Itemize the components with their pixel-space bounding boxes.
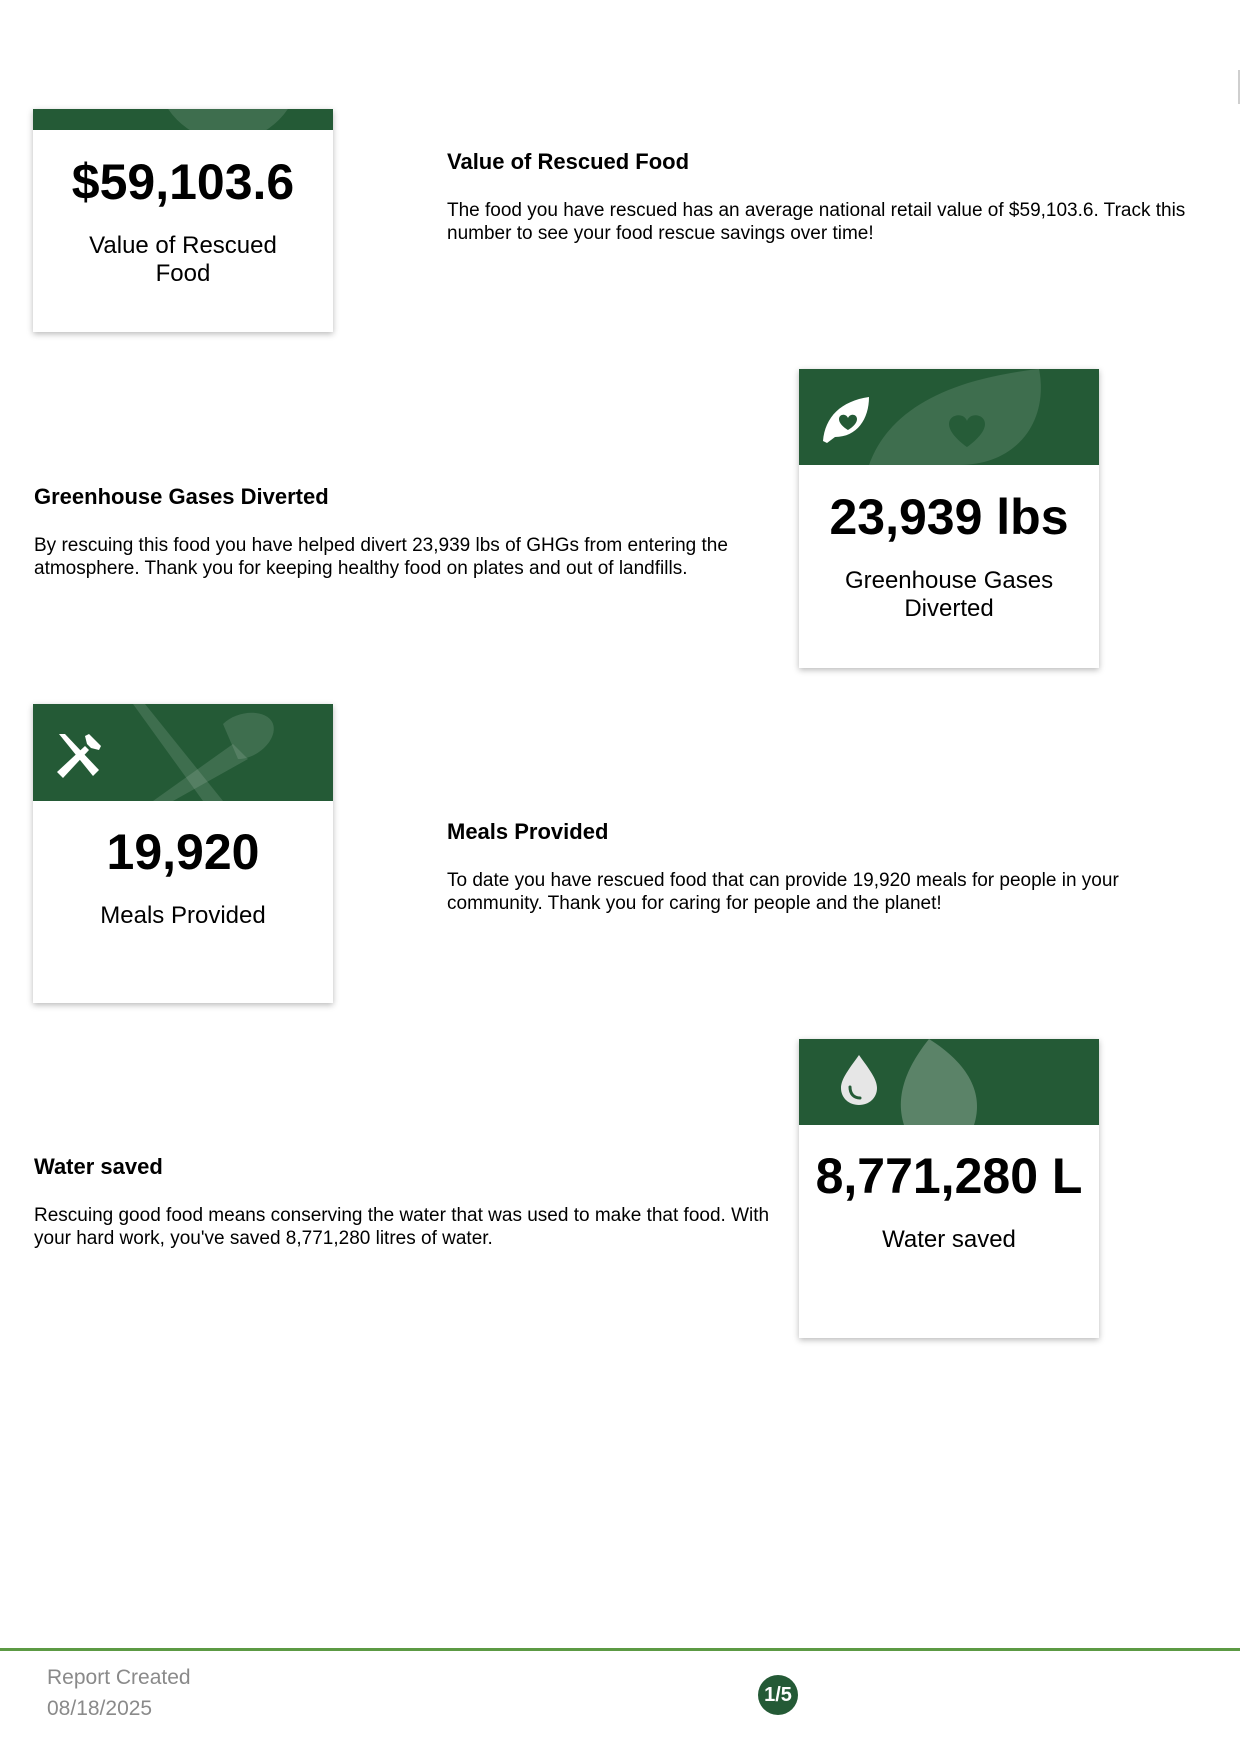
metric-info-value bbox=[447, 149, 1192, 246]
metric-description: To date you have rescued food that can provide 19,920 meals for people in your community. Thank you for caring for people and the planet! bbox=[447, 870, 1119, 914]
metric-label: Value of Rescued Food bbox=[89, 232, 277, 287]
metric-title: Water saved bbox=[34, 1154, 163, 1179]
utensils-icon bbox=[33, 704, 333, 801]
card-banner bbox=[799, 369, 1099, 465]
leaf-heart-icon bbox=[799, 369, 1099, 465]
metric-info-meals bbox=[447, 819, 1192, 916]
metric-label: Greenhouse Gases Diverted bbox=[844, 567, 1054, 622]
metric-description: By rescuing this food you have helped divert 23,939 lbs of GHGs from entering the atmosphere. Thank you for keeping healthy food on plates and out of landfills. bbox=[34, 535, 728, 579]
metric-label: Water saved bbox=[882, 1226, 1016, 1253]
metric-card-value bbox=[33, 109, 333, 332]
metric-title: Greenhouse Gases Diverted bbox=[34, 484, 329, 509]
report-created-date: 08/18/2025 bbox=[47, 1697, 153, 1720]
card-banner bbox=[33, 109, 333, 130]
page-indicator: 1/5 bbox=[758, 1675, 798, 1715]
footer-divider bbox=[0, 1648, 1240, 1651]
metric-card-water bbox=[799, 1039, 1099, 1338]
metric-value: 19,920 bbox=[106, 824, 260, 880]
metric-label: Meals Provided bbox=[100, 902, 266, 929]
metric-title: Meals Provided bbox=[447, 819, 609, 844]
metric-card-ghg bbox=[799, 369, 1099, 668]
metric-value: 23,939 lbs bbox=[829, 489, 1069, 545]
metric-card-meals bbox=[33, 704, 333, 1003]
water-drop-icon bbox=[799, 1039, 1099, 1125]
metric-info-water bbox=[34, 1154, 779, 1251]
metric-description: The food you have rescued has an average national retail value of $59,103.6. Track this number to see your food rescue savings over time! bbox=[447, 200, 1186, 244]
metric-info-ghg bbox=[34, 484, 779, 581]
metric-title: Value of Rescued Food bbox=[447, 149, 690, 174]
dollar-icon bbox=[33, 109, 333, 130]
metric-description: Rescuing good food means conserving the water that was used to make that food. With your hard work, you've saved 8,771,280 litres of water. bbox=[34, 1205, 770, 1249]
card-banner bbox=[33, 704, 333, 801]
report-created-label: Report Created bbox=[47, 1666, 191, 1689]
card-banner bbox=[799, 1039, 1099, 1125]
metric-value: 8,771,280 L bbox=[815, 1148, 1083, 1204]
metric-value: $59,103.6 bbox=[71, 154, 295, 210]
